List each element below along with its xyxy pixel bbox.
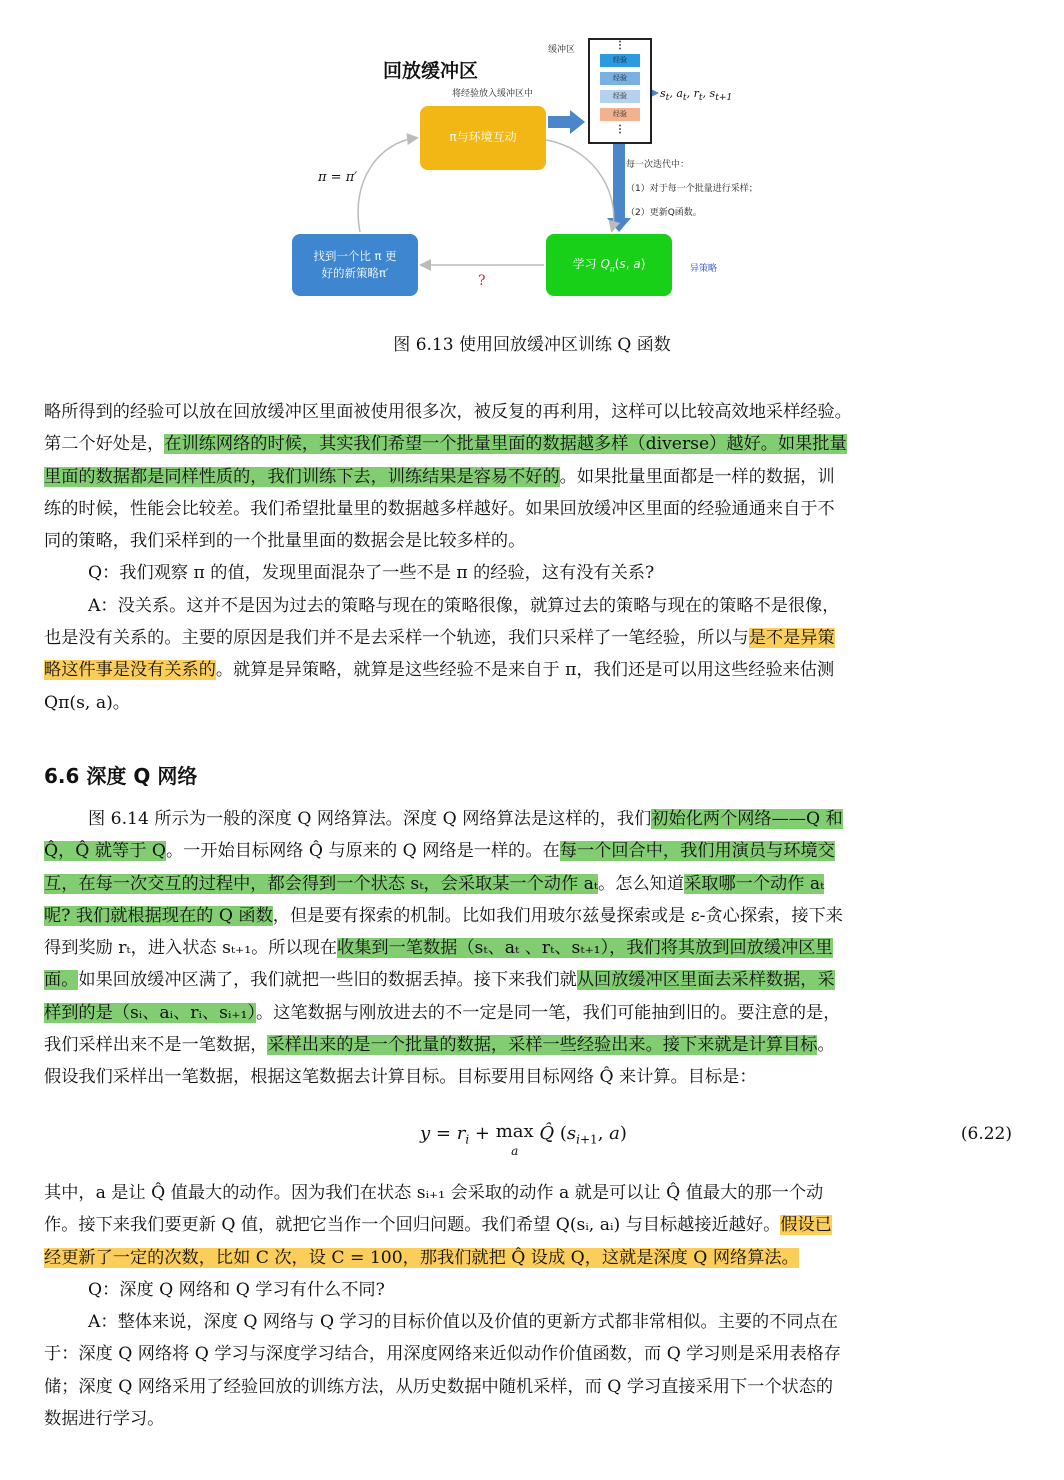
buffer-cell: 经验 xyxy=(600,72,640,85)
text-line: 假设我们采样出一笔数据，根据这笔数据去计算目标。目标要用目标网络 Q̂ 来计算。目标是： xyxy=(44,1067,757,1088)
highlight-yellow: 略这件事是没有关系的 xyxy=(44,660,216,681)
max-operator: max a xyxy=(495,1121,534,1158)
iteration-title: 每一次迭代中： xyxy=(626,160,690,170)
figure-caption: 图 6.13 使用回放缓冲区训练 Q 函数 xyxy=(393,335,671,355)
text-line xyxy=(44,622,1012,654)
highlight-green: 初始化两个网络——Q 和 xyxy=(651,809,843,829)
text-line xyxy=(44,964,1012,996)
equation-body: $y = r_i + \max$ a Q̂ ($s_{i+1}$, a) xyxy=(420,1121,627,1158)
text-span: 如果回放缓冲区满了，我们就把一些旧的数据丢掉。接下来我们就 xyxy=(78,970,577,991)
paragraph-dqn-algorithm xyxy=(44,803,1012,1094)
text-span: 。 xyxy=(817,1035,835,1056)
text-span: 我们采样出来不是一笔数据， xyxy=(44,1035,268,1056)
text-span: ，但是要有探索的机制。比如我们用玻尔兹曼探索或是 ε-贪心探索，接下来 xyxy=(272,905,843,926)
answer-line: A：整体来说，深度 Q 网络与 Q 学习的目标价值以及价值的更新方式都非常相似。主要的不同点在 xyxy=(88,1312,838,1333)
paragraph-replay-benefits xyxy=(44,396,1012,719)
new-policy-box xyxy=(292,234,418,296)
highlight-green: 样到的是（sᵢ、aᵢ、rᵢ、sᵢ₊₁） xyxy=(44,1002,256,1023)
buffer-cell: 经验 xyxy=(600,108,640,121)
text-line xyxy=(44,1242,1012,1274)
text-span: 图 6.14 所示为一般的深度 Q 网络算法。深度 Q 网络算法是这样的，我们 xyxy=(88,809,652,829)
text-line: 练的时候，性能会比较差。我们希望批量里的数据越多样越好。如果回放缓冲区里面的经验通通来自于不 xyxy=(44,498,835,519)
text-span: 。就算是异策略，就算是这些经验不是来自于 π，我们还是可以用这些经验来估测 xyxy=(215,660,835,681)
text-line xyxy=(44,428,1012,460)
highlight-green: 收集到一笔数据（sₜ、aₜ 、rₜ、sₜ₊₁），我们将其放到回放缓冲区里 xyxy=(337,938,833,959)
question-line: Q：我们观察 π 的值，发现里面混杂了一些不是 π 的经验，这有没有关系? xyxy=(88,563,655,584)
highlight-green: 在训练网络的时候，其实我们希望一个批量里面的数据越多样（diverse）越好。如果批量 xyxy=(164,434,847,455)
equation-6-22 xyxy=(0,1120,1064,1160)
interact-box-label: π与环境互动 xyxy=(449,130,517,145)
text-line: 其中，a 是让 Q̂ 值最大的动作。因为我们在状态 sᵢ₊₁ 会采取的动作 a 就是可以让 Q̂ 值最大的那一个动 xyxy=(44,1183,824,1203)
text-line xyxy=(44,803,1012,835)
text-span: 也是没有关系的。主要的原因是我们并不是去采样一个轨迹，我们只采样了一笔经验，所以与 xyxy=(44,628,749,649)
highlight-green: 每一个回合中，我们用演员与环境交 xyxy=(559,841,835,862)
paragraph-target-update xyxy=(44,1177,1012,1435)
text-line xyxy=(44,1209,1012,1241)
learn-box-label: 学习 $Q_\pi(s$, a) xyxy=(572,256,646,273)
highlight-yellow: 经更新了一定的次数，比如 C 次，设 C = 100，那我们就把 Q̂ 设成 Q，这就是深度 Q 网络算法。 xyxy=(44,1247,799,1268)
text-line xyxy=(44,997,1012,1029)
text-line xyxy=(44,932,1012,964)
new-policy-line-2: 好的新策略π′ xyxy=(321,266,389,280)
highlight-yellow: 假设已 xyxy=(780,1215,832,1236)
put-into-buffer-arrow xyxy=(548,110,585,134)
learn-box xyxy=(546,234,672,296)
highlight-yellow: 是不是异策 xyxy=(748,628,835,649)
text-line xyxy=(44,900,1012,932)
text-line: 略所得到的经验可以放在回放缓冲区里面被使用很多次，被反复的再利用，这样可以比较高效地采样经验。 xyxy=(44,402,852,422)
buffer-bottom-dots: ⋮ xyxy=(615,124,625,135)
highlight-green: Q̂，Q̂ 就等于 Q xyxy=(44,841,166,862)
question-line: Q：深度 Q 网络和 Q 学习有什么不同? xyxy=(88,1279,385,1300)
text-line xyxy=(44,1029,1012,1061)
iteration-step-1: （1）对于每一个批量进行采样； xyxy=(626,184,758,194)
highlight-green: 采取哪一个动作 aₜ xyxy=(684,873,825,894)
interact-to-learn-curve xyxy=(546,140,614,230)
text-span: 作。接下来我们要更新 Q 值，就把它当作一个回归问题。我们希望 Q(sᵢ, aᵢ) 与目标越接近越好。 xyxy=(44,1215,781,1236)
highlight-green: 里面的数据都是同样性质的，我们训练下去，训练结果是容易不好的 xyxy=(44,466,560,487)
buffer-top-dots: ⋮ xyxy=(615,40,625,51)
highlight-green: 互，在每一次交互的过程中，都会得到一个状态 sₜ，会采取某一个动作 aₜ xyxy=(44,873,599,894)
text-line: 数据进行学习。 xyxy=(44,1409,165,1430)
text-line: 储；深度 Q 网络采用了经验回放的训练方法，从历史数据中随机采样，而 Q 学习直接采用下一个状态的 xyxy=(44,1376,834,1397)
text-span: 第二个好处是， xyxy=(44,434,165,455)
off-policy-label: 异策略 xyxy=(690,264,718,274)
transition-tuple: $s_t$, $a_t$, $r_t$, $s_{t+1}$ xyxy=(660,87,733,104)
figure-title: 回放缓冲区 xyxy=(383,60,479,82)
text-span: 。一开始目标网络 Q̂ 与原来的 Q 网络是一样的。在 xyxy=(165,841,560,862)
equation-number: (6.22) xyxy=(960,1124,1012,1144)
interact-box xyxy=(420,106,546,170)
buffer-label: 缓冲区 xyxy=(548,45,576,55)
highlight-green: 从回放缓冲区里面去采样数据，采 xyxy=(576,970,835,991)
text-line xyxy=(44,868,1012,900)
text-span: 。怎么知道 xyxy=(598,873,685,894)
replay-buffer xyxy=(588,38,652,144)
buffer-cell: 经验 xyxy=(600,54,640,67)
text-span: 得到奖励 rₜ，进入状态 sₜ₊₁。所以现在 xyxy=(44,938,338,959)
text-line: 于：深度 Q 网络将 Q 学习与深度学习结合，用深度网络来近似动作价值函数，而 Q 学习则是采用表格存 xyxy=(44,1344,841,1365)
text-line xyxy=(44,461,1012,493)
section-heading: 6.6 深度 Q 网络 xyxy=(44,764,198,788)
new-policy-line-1: 找到一个比 π 更 xyxy=(313,249,397,264)
put-into-buffer-label: 将经验放入缓冲区中 xyxy=(452,89,534,99)
text-line: 同的策略，我们采样到的一个批量里面的数据会是比较多样的。 xyxy=(44,531,526,552)
highlight-green: 呢? 我们就根据现在的 Q 函数 xyxy=(44,905,273,926)
text-line xyxy=(44,654,1012,686)
text-line xyxy=(44,835,1012,867)
policy-update-label: π = π′ xyxy=(318,170,358,185)
highlight-green: 面。 xyxy=(44,970,79,991)
newpolicy-to-interact-curve xyxy=(358,138,416,232)
answer-line: A：没关系。这并不是因为过去的策略与现在的策略很像，就算过去的策略与现在的策略不是很像， xyxy=(88,595,840,616)
question-mark: ? xyxy=(478,273,486,289)
buffer-cell: 经验 xyxy=(600,90,640,103)
text-line: Qπ(s, a)。 xyxy=(44,692,130,713)
text-span: 。这笔数据与刚放进去的不一定是同一笔，我们可能抽到旧的。要注意的是， xyxy=(256,1002,841,1023)
text-span: 。如果批量里面都是一样的数据，训 xyxy=(559,466,835,487)
highlight-green: 采样出来的是一个批量的数据，采样一些经验出来。接下来就是计算目标 xyxy=(267,1035,818,1056)
replay-buffer-figure xyxy=(280,30,760,305)
iteration-step-2: （2）更新Q函数。 xyxy=(626,208,702,218)
